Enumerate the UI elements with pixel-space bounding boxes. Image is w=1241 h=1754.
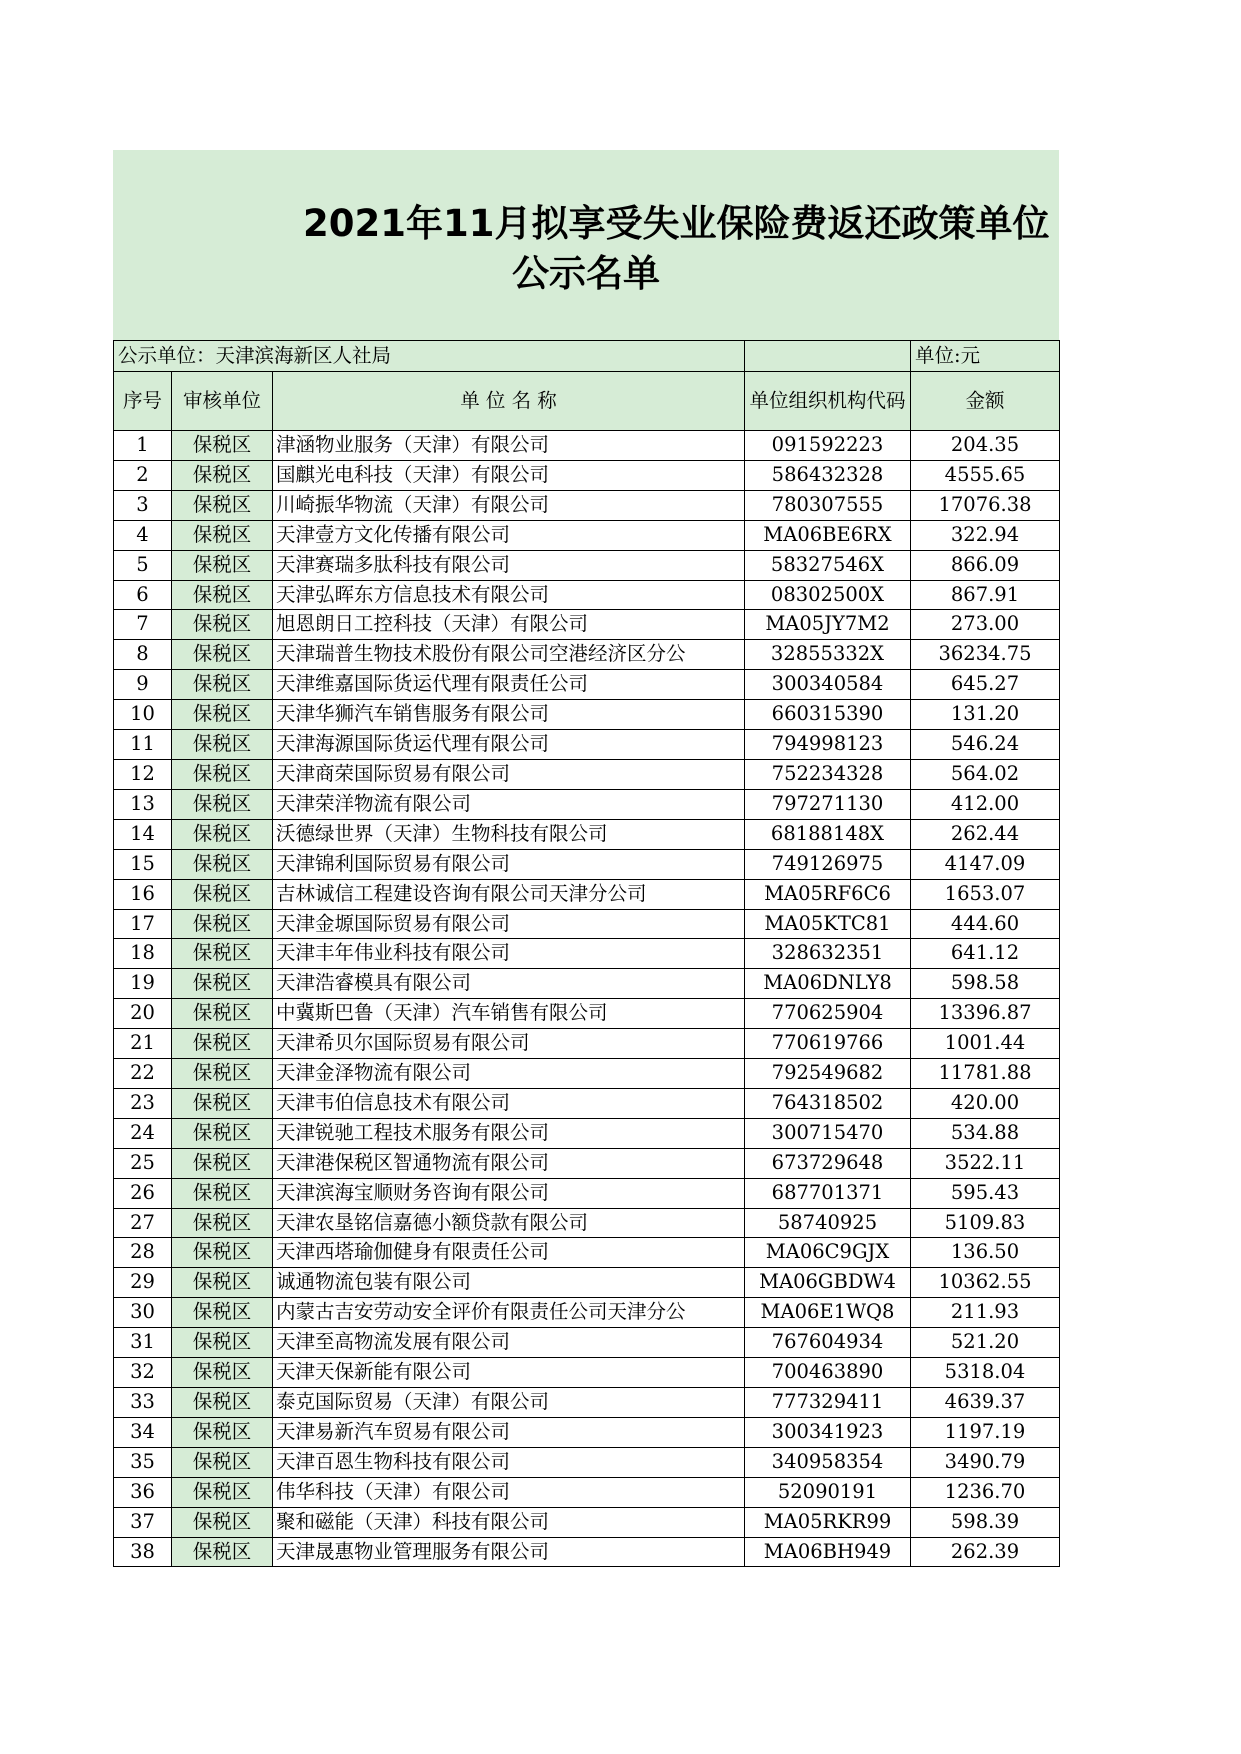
row-code-cell: MA06C9GJX (745, 1238, 911, 1268)
row-name-cell: 天津金塬国际贸易有限公司 (273, 909, 745, 939)
table-row (114, 520, 1060, 550)
row-seq-cell: 33 (114, 1388, 172, 1418)
row-amount-cell: 4555.65 (911, 460, 1060, 490)
row-dept-cell: 保税区 (172, 1059, 273, 1089)
row-amount-cell: 1236.70 (911, 1477, 1060, 1507)
row-dept-cell: 保税区 (172, 640, 273, 670)
row-name-cell: 沃德绿世界（天津）生物科技有限公司 (273, 819, 745, 849)
table-row (114, 1118, 1060, 1148)
row-amount-cell: 4639.37 (911, 1388, 1060, 1418)
row-code-cell: 340958354 (745, 1447, 911, 1477)
row-code-cell: MA06BE6RX (745, 520, 911, 550)
row-dept-cell: 保税区 (172, 1417, 273, 1447)
table-row (114, 999, 1060, 1029)
row-dept-cell: 保税区 (172, 1208, 273, 1238)
row-name-cell: 天津瑞普生物技术股份有限公司空港经济区分公 (273, 640, 745, 670)
row-amount-cell: 5318.04 (911, 1358, 1060, 1388)
row-code-cell: 687701371 (745, 1178, 911, 1208)
row-name-cell: 天津港保税区智通物流有限公司 (273, 1148, 745, 1178)
row-code-cell: 764318502 (745, 1088, 911, 1118)
row-dept-cell: 保税区 (172, 1088, 273, 1118)
row-dept-cell: 保税区 (172, 789, 273, 819)
table-row (114, 1537, 1060, 1567)
row-amount-cell: 211.93 (911, 1298, 1060, 1328)
header-row (114, 372, 1060, 431)
row-name-cell: 天津易新汽车贸易有限公司 (273, 1417, 745, 1447)
row-seq-cell: 27 (114, 1208, 172, 1238)
row-dept-cell: 保税区 (172, 1178, 273, 1208)
row-seq-cell: 20 (114, 999, 172, 1029)
table-row (114, 1447, 1060, 1477)
row-seq-cell: 21 (114, 1029, 172, 1059)
row-name-cell: 天津西塔瑜伽健身有限责任公司 (273, 1238, 745, 1268)
row-dept-cell: 保税区 (172, 520, 273, 550)
row-name-cell: 天津金泽物流有限公司 (273, 1059, 745, 1089)
table-row (114, 1507, 1060, 1537)
row-code-cell: 770619766 (745, 1029, 911, 1059)
row-name-cell: 伟华科技（天津）有限公司 (273, 1477, 745, 1507)
row-seq-cell: 6 (114, 580, 172, 610)
row-seq-cell: 26 (114, 1178, 172, 1208)
row-seq-cell: 25 (114, 1148, 172, 1178)
row-seq-cell: 18 (114, 939, 172, 969)
publisher-label: 公示单位：天津滨海新区人社局 (114, 341, 745, 372)
row-code-cell: MA06BH949 (745, 1537, 911, 1567)
header-name: 单 位 名 称 (273, 372, 745, 431)
row-seq-cell: 10 (114, 700, 172, 730)
table-row (114, 969, 1060, 999)
row-name-cell: 天津晟惠物业管理服务有限公司 (273, 1537, 745, 1567)
row-amount-cell: 36234.75 (911, 640, 1060, 670)
row-dept-cell: 保税区 (172, 580, 273, 610)
table-row (114, 1388, 1060, 1418)
row-name-cell: 诚通物流包装有限公司 (273, 1268, 745, 1298)
table-row (114, 1477, 1060, 1507)
row-seq-cell: 17 (114, 909, 172, 939)
table-row (114, 550, 1060, 580)
row-seq-cell: 5 (114, 550, 172, 580)
row-dept-cell: 保税区 (172, 1118, 273, 1148)
row-dept-cell: 保税区 (172, 939, 273, 969)
row-amount-cell: 444.60 (911, 909, 1060, 939)
row-dept-cell: 保税区 (172, 431, 273, 461)
row-amount-cell: 273.00 (911, 610, 1060, 640)
row-dept-cell: 保税区 (172, 909, 273, 939)
row-amount-cell: 521.20 (911, 1328, 1060, 1358)
row-seq-cell: 22 (114, 1059, 172, 1089)
row-name-cell: 天津至高物流发展有限公司 (273, 1328, 745, 1358)
row-name-cell: 聚和磁能（天津）科技有限公司 (273, 1507, 745, 1537)
table-row (114, 1328, 1060, 1358)
row-dept-cell: 保税区 (172, 1507, 273, 1537)
row-seq-cell: 16 (114, 879, 172, 909)
table-row (114, 700, 1060, 730)
row-name-cell: 天津赛瑞多肽科技有限公司 (273, 550, 745, 580)
row-amount-cell: 3522.11 (911, 1148, 1060, 1178)
row-dept-cell: 保税区 (172, 849, 273, 879)
row-code-cell: 777329411 (745, 1388, 911, 1418)
row-code-cell: MA06E1WQ8 (745, 1298, 911, 1328)
table-row (114, 431, 1060, 461)
row-dept-cell: 保税区 (172, 1447, 273, 1477)
row-name-cell: 天津荣洋物流有限公司 (273, 789, 745, 819)
row-name-cell: 天津弘晖东方信息技术有限公司 (273, 580, 745, 610)
row-name-cell: 天津华狮汽车销售服务有限公司 (273, 700, 745, 730)
row-dept-cell: 保税区 (172, 490, 273, 520)
row-amount-cell: 645.27 (911, 670, 1060, 700)
row-seq-cell: 24 (114, 1118, 172, 1148)
unit-label: 单位:元 (911, 341, 1060, 372)
row-dept-cell: 保税区 (172, 550, 273, 580)
row-amount-cell: 1197.19 (911, 1417, 1060, 1447)
row-amount-cell: 262.44 (911, 819, 1060, 849)
row-name-cell: 天津锦利国际贸易有限公司 (273, 849, 745, 879)
table-row (114, 1088, 1060, 1118)
table-row (114, 1148, 1060, 1178)
row-code-cell: 32855332X (745, 640, 911, 670)
row-amount-cell: 322.94 (911, 520, 1060, 550)
row-name-cell: 津涵物业服务（天津）有限公司 (273, 431, 745, 461)
title-block (113, 150, 1059, 340)
row-amount-cell: 11781.88 (911, 1059, 1060, 1089)
row-dept-cell: 保税区 (172, 1537, 273, 1567)
table-row (114, 1358, 1060, 1388)
row-amount-cell: 17076.38 (911, 490, 1060, 520)
row-seq-cell: 37 (114, 1507, 172, 1537)
publication-sheet (113, 150, 1059, 1567)
row-name-cell: 天津农垦铭信嘉德小额贷款有限公司 (273, 1208, 745, 1238)
row-code-cell: 752234328 (745, 759, 911, 789)
row-amount-cell: 262.39 (911, 1537, 1060, 1567)
row-amount-cell: 534.88 (911, 1118, 1060, 1148)
row-seq-cell: 35 (114, 1447, 172, 1477)
row-seq-cell: 28 (114, 1238, 172, 1268)
row-amount-cell: 420.00 (911, 1088, 1060, 1118)
row-name-cell: 旭恩朗日工控科技（天津）有限公司 (273, 610, 745, 640)
row-amount-cell: 595.43 (911, 1178, 1060, 1208)
row-code-cell: MA05RF6C6 (745, 879, 911, 909)
row-amount-cell: 564.02 (911, 759, 1060, 789)
row-name-cell: 天津丰年伟业科技有限公司 (273, 939, 745, 969)
table-row (114, 1298, 1060, 1328)
row-code-cell: MA05RKR99 (745, 1507, 911, 1537)
row-code-cell: 328632351 (745, 939, 911, 969)
row-name-cell: 天津壹方文化传播有限公司 (273, 520, 745, 550)
row-amount-cell: 10362.55 (911, 1268, 1060, 1298)
row-code-cell: 770625904 (745, 999, 911, 1029)
table-row (114, 490, 1060, 520)
table-row (114, 849, 1060, 879)
row-name-cell: 中冀斯巴鲁（天津）汽车销售有限公司 (273, 999, 745, 1029)
row-seq-cell: 11 (114, 730, 172, 760)
row-seq-cell: 29 (114, 1268, 172, 1298)
row-seq-cell: 8 (114, 640, 172, 670)
row-dept-cell: 保税区 (172, 670, 273, 700)
table-row (114, 730, 1060, 760)
row-dept-cell: 保税区 (172, 700, 273, 730)
row-name-cell: 天津希贝尔国际贸易有限公司 (273, 1029, 745, 1059)
row-name-cell: 天津韦伯信息技术有限公司 (273, 1088, 745, 1118)
row-amount-cell: 131.20 (911, 700, 1060, 730)
row-seq-cell: 2 (114, 460, 172, 490)
table-row (114, 1029, 1060, 1059)
row-code-cell: MA06DNLY8 (745, 969, 911, 999)
row-amount-cell: 866.09 (911, 550, 1060, 580)
row-name-cell: 天津百恩生物科技有限公司 (273, 1447, 745, 1477)
row-dept-cell: 保税区 (172, 1148, 273, 1178)
row-seq-cell: 23 (114, 1088, 172, 1118)
row-dept-cell: 保税区 (172, 819, 273, 849)
row-code-cell: 300341923 (745, 1417, 911, 1447)
row-dept-cell: 保税区 (172, 1238, 273, 1268)
row-seq-cell: 31 (114, 1328, 172, 1358)
row-name-cell: 天津锐驰工程技术服务有限公司 (273, 1118, 745, 1148)
row-amount-cell: 204.35 (911, 431, 1060, 461)
table-row (114, 879, 1060, 909)
page-title: 2021年11月拟享受失业保险费返还政策单位 (303, 202, 1050, 245)
row-dept-cell: 保税区 (172, 1298, 273, 1328)
page-subtitle: 公示名单 (512, 252, 660, 295)
row-code-cell: MA06GBDW4 (745, 1268, 911, 1298)
table-row (114, 610, 1060, 640)
row-code-cell: 767604934 (745, 1328, 911, 1358)
row-code-cell: 68188148X (745, 819, 911, 849)
row-code-cell: 300715470 (745, 1118, 911, 1148)
row-dept-cell: 保税区 (172, 1029, 273, 1059)
row-amount-cell: 412.00 (911, 789, 1060, 819)
row-code-cell: 797271130 (745, 789, 911, 819)
table-row (114, 1238, 1060, 1268)
row-code-cell: MA05KTC81 (745, 909, 911, 939)
table-row (114, 759, 1060, 789)
row-amount-cell: 1653.07 (911, 879, 1060, 909)
table-row (114, 640, 1060, 670)
header-amount: 金额 (911, 372, 1060, 431)
row-code-cell: 780307555 (745, 490, 911, 520)
row-name-cell: 天津浩睿模具有限公司 (273, 969, 745, 999)
row-code-cell: 091592223 (745, 431, 911, 461)
row-dept-cell: 保税区 (172, 1358, 273, 1388)
row-name-cell: 泰克国际贸易（天津）有限公司 (273, 1388, 745, 1418)
row-dept-cell: 保税区 (172, 759, 273, 789)
row-code-cell: 58740925 (745, 1208, 911, 1238)
row-code-cell: 660315390 (745, 700, 911, 730)
row-name-cell: 国麒光电科技（天津）有限公司 (273, 460, 745, 490)
publication-table (113, 340, 1060, 1567)
row-amount-cell: 598.39 (911, 1507, 1060, 1537)
row-seq-cell: 4 (114, 520, 172, 550)
row-seq-cell: 36 (114, 1477, 172, 1507)
row-name-cell: 内蒙古吉安劳动安全评价有限责任公司天津分公 (273, 1298, 745, 1328)
row-dept-cell: 保税区 (172, 999, 273, 1029)
row-amount-cell: 546.24 (911, 730, 1060, 760)
row-seq-cell: 15 (114, 849, 172, 879)
row-name-cell: 天津商荣国际贸易有限公司 (273, 759, 745, 789)
row-name-cell: 吉林诚信工程建设咨询有限公司天津分公司 (273, 879, 745, 909)
row-name-cell: 天津维嘉国际货运代理有限责任公司 (273, 670, 745, 700)
header-code: 单位组织机构代码 (745, 372, 911, 431)
header-dept: 审核单位 (172, 372, 273, 431)
row-amount-cell: 598.58 (911, 969, 1060, 999)
table-row (114, 1268, 1060, 1298)
header-seq: 序号 (114, 372, 172, 431)
row-seq-cell: 3 (114, 490, 172, 520)
table-row (114, 670, 1060, 700)
row-name-cell: 天津滨海宝顺财务咨询有限公司 (273, 1178, 745, 1208)
row-name-cell: 川崎振华物流（天津）有限公司 (273, 490, 745, 520)
row-dept-cell: 保税区 (172, 730, 273, 760)
row-name-cell: 天津海源国际货运代理有限公司 (273, 730, 745, 760)
row-code-cell: MA05JY7M2 (745, 610, 911, 640)
row-amount-cell: 3490.79 (911, 1447, 1060, 1477)
row-seq-cell: 38 (114, 1537, 172, 1567)
row-seq-cell: 12 (114, 759, 172, 789)
row-seq-cell: 1 (114, 431, 172, 461)
row-amount-cell: 4147.09 (911, 849, 1060, 879)
row-seq-cell: 30 (114, 1298, 172, 1328)
row-name-cell: 天津天保新能有限公司 (273, 1358, 745, 1388)
row-code-cell: 08302500X (745, 580, 911, 610)
row-code-cell: 700463890 (745, 1358, 911, 1388)
row-code-cell: 300340584 (745, 670, 911, 700)
row-code-cell: 749126975 (745, 849, 911, 879)
row-code-cell: 673729648 (745, 1148, 911, 1178)
row-seq-cell: 19 (114, 969, 172, 999)
row-amount-cell: 5109.83 (911, 1208, 1060, 1238)
row-seq-cell: 9 (114, 670, 172, 700)
row-dept-cell: 保税区 (172, 1477, 273, 1507)
row-dept-cell: 保税区 (172, 1268, 273, 1298)
table-row (114, 1417, 1060, 1447)
meta-empty-cell (745, 341, 911, 372)
row-dept-cell: 保税区 (172, 879, 273, 909)
table-row (114, 909, 1060, 939)
row-seq-cell: 14 (114, 819, 172, 849)
table-row (114, 1208, 1060, 1238)
row-seq-cell: 13 (114, 789, 172, 819)
row-seq-cell: 34 (114, 1417, 172, 1447)
row-dept-cell: 保税区 (172, 610, 273, 640)
row-code-cell: 794998123 (745, 730, 911, 760)
row-amount-cell: 13396.87 (911, 999, 1060, 1029)
row-amount-cell: 867.91 (911, 580, 1060, 610)
row-code-cell: 52090191 (745, 1477, 911, 1507)
table-row (114, 580, 1060, 610)
table-row (114, 1059, 1060, 1089)
table-row (114, 789, 1060, 819)
row-code-cell: 792549682 (745, 1059, 911, 1089)
row-seq-cell: 32 (114, 1358, 172, 1388)
row-code-cell: 58327546X (745, 550, 911, 580)
table-row (114, 939, 1060, 969)
meta-row (114, 341, 1060, 372)
table-row (114, 1178, 1060, 1208)
row-code-cell: 586432328 (745, 460, 911, 490)
row-dept-cell: 保税区 (172, 1388, 273, 1418)
row-dept-cell: 保税区 (172, 460, 273, 490)
table-row (114, 819, 1060, 849)
row-dept-cell: 保税区 (172, 969, 273, 999)
row-amount-cell: 136.50 (911, 1238, 1060, 1268)
row-dept-cell: 保税区 (172, 1328, 273, 1358)
table-row (114, 460, 1060, 490)
row-seq-cell: 7 (114, 610, 172, 640)
row-amount-cell: 1001.44 (911, 1029, 1060, 1059)
row-amount-cell: 641.12 (911, 939, 1060, 969)
